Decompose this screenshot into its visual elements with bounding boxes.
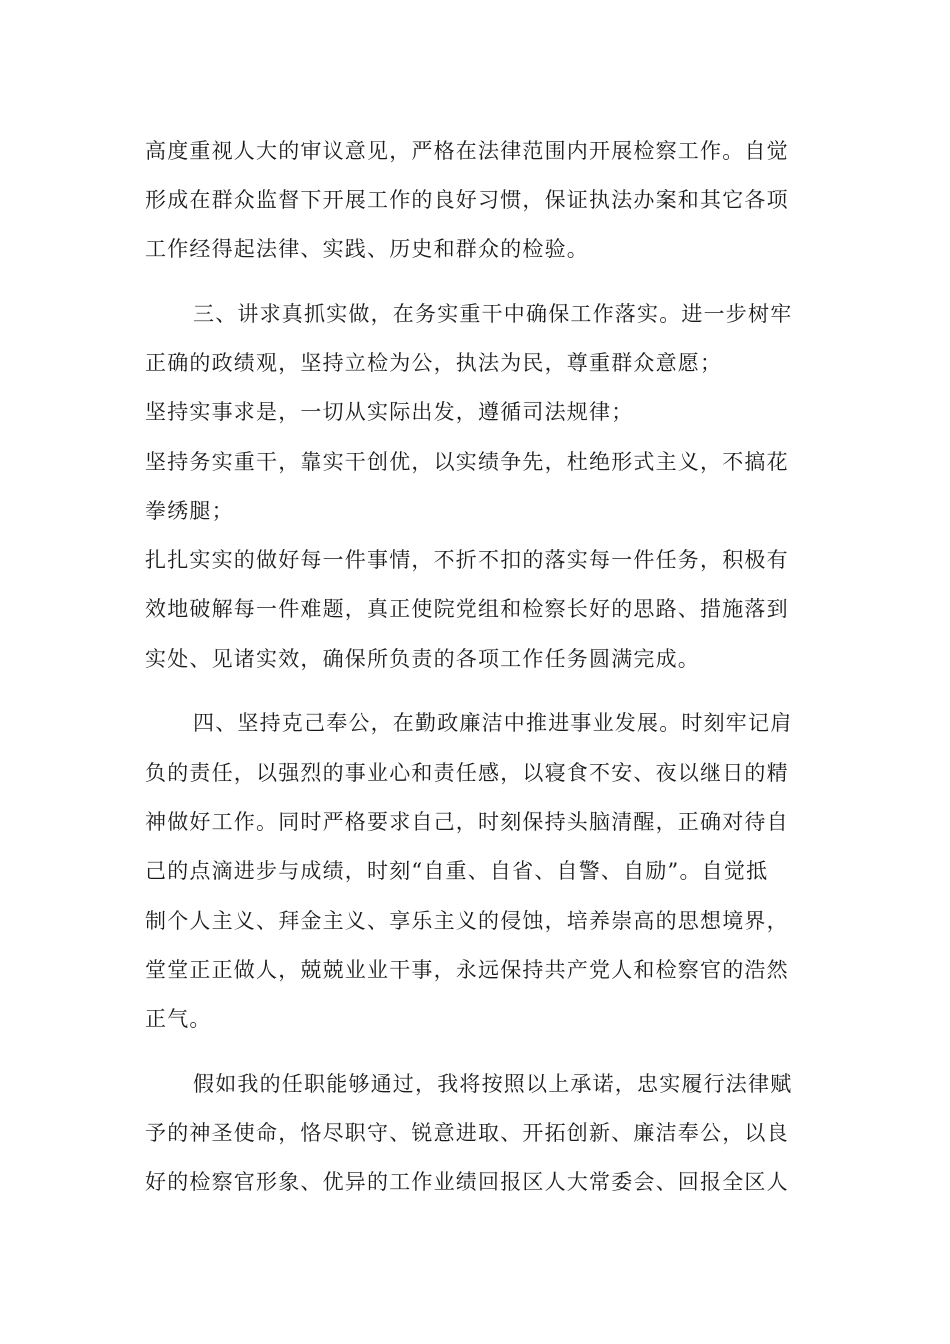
text-line: 好的检察官形象、优异的工作业绩回报区人大常委会、回报全区人 [145,1170,789,1194]
text-line: 己的点滴进步与成绩，时刻“自重、自省、自警、自励”。自觉抵 [145,859,769,883]
text-line: 坚持务实重干，靠实干创优，以实绩争先，杜绝形式主义，不搞花 [145,450,789,474]
text-line: 坚持实事求是，一切从实际出发，遵循司法规律； [145,400,634,424]
text-line: 正确的政绩观，坚持立检为公，执法为民，尊重群众意愿； [145,351,723,375]
closing-paragraph-line: 假如我的任职能够通过，我将按照以上承诺，忠实履行法律赋 [193,1072,793,1096]
text-line: 形成在群众监督下开展工作的良好习惯，保证执法办案和其它各项 [145,188,789,212]
section-four-heading-line: 四、坚持克己奉公，在勤政廉洁中推进事业发展。时刻牢记肩 [193,711,793,735]
text-line: 堂堂正正做人，兢兢业业干事，永远保持共产党人和检察官的浩然 [145,958,789,982]
text-line: 正气。 [145,1007,212,1031]
section-three-heading-line: 三、讲求真抓实做，在务实重干中确保工作落实。进一步树牢 [193,302,793,326]
text-line: 扎扎实实的做好每一件事情，不折不扣的落实每一件任务，积极有 [145,548,789,572]
text-line: 工作经得起法律、实践、历史和群众的检验。 [145,237,589,261]
text-line: 高度重视人大的审议意见，严格在法律范围内开展检察工作。自觉 [145,139,789,163]
text-line: 实处、见诸实效，确保所负责的各项工作任务圆满完成。 [145,647,700,671]
text-line: 拳绣腿； [145,499,234,523]
text-line: 负的责任，以强烈的事业心和责任感，以寝食不安、夜以继日的精 [145,761,789,785]
text-line: 效地破解每一件难题，真正使院党组和检察长好的思路、措施落到 [145,597,789,621]
text-line: 予的神圣使命，恪尽职守、锐意进取、开拓创新、廉洁奉公，以良 [145,1121,789,1145]
text-line: 制个人主义、拜金主义、享乐主义的侵蚀，培养崇高的思想境界， [145,909,789,933]
text-line: 神做好工作。同时严格要求自己，时刻保持头脑清醒，正确对待自 [145,810,789,834]
